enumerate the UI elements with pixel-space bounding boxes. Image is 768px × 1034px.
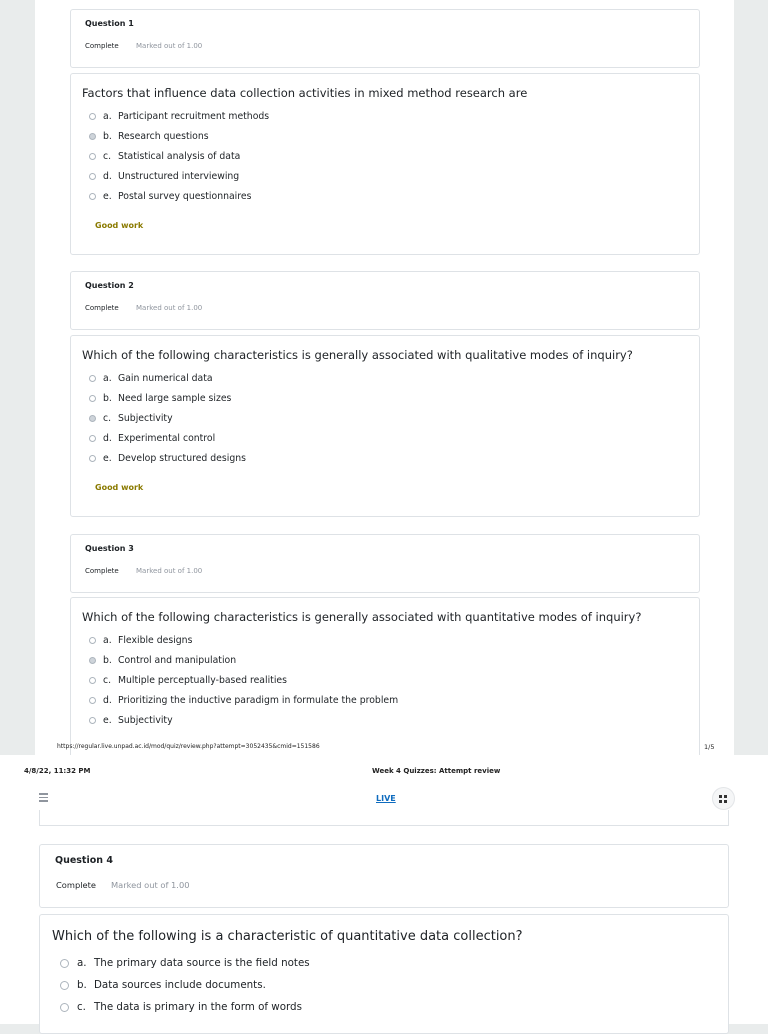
question-1-info: [70, 9, 700, 68]
question-4-content: [39, 914, 729, 1034]
feedback-text: Good work: [95, 483, 144, 492]
live-home-link[interactable]: LIVE: [376, 794, 396, 803]
print-page-number: 1/5: [704, 743, 715, 751]
question-state: Complete: [85, 567, 119, 575]
radio-button[interactable]: [89, 435, 96, 442]
question-1-content: [70, 73, 700, 255]
radio-button-selected[interactable]: [89, 133, 96, 140]
question-number: Question 1: [85, 19, 134, 28]
answer-option[interactable]: e. Postal survey questionnaires: [89, 191, 251, 202]
print-header-title: Week 4 Quizzes: Attempt review: [372, 767, 501, 775]
question-text: Which of the following is a characteristic of quantitative data collection?: [52, 929, 523, 944]
answer-option[interactable]: a. Participant recruitment methods: [89, 111, 269, 122]
question-4-info: [39, 844, 729, 908]
radio-button-selected[interactable]: [89, 415, 96, 422]
radio-button-selected[interactable]: [89, 657, 96, 664]
question-state: Complete: [56, 880, 96, 890]
answer-option[interactable]: a. Gain numerical data: [89, 373, 213, 384]
radio-button[interactable]: [89, 113, 96, 120]
print-footer-url: https://regular.live.unpad.ac.id/mod/quiz/review.php?attempt=3052435&cmid=151586: [57, 743, 320, 750]
answer-option[interactable]: d. Prioritizing the inductive paradigm in formulate the problem: [89, 695, 398, 706]
nav-drawer-edge: [39, 810, 729, 826]
grid-icon[interactable]: [712, 787, 735, 810]
radio-button[interactable]: [89, 637, 96, 644]
print-page-1: [35, 0, 734, 755]
answer-option[interactable]: c. Statistical analysis of data: [89, 151, 240, 162]
answer-option[interactable]: b. Need large sample sizes: [89, 393, 231, 404]
question-grade: Marked out of 1.00: [136, 567, 203, 575]
hamburger-icon[interactable]: [39, 793, 48, 802]
radio-button[interactable]: [89, 677, 96, 684]
question-state: Complete: [85, 304, 119, 312]
answer-option[interactable]: e. Subjectivity: [89, 715, 173, 726]
answer-option[interactable]: d. Unstructured interviewing: [89, 171, 239, 182]
radio-button[interactable]: [89, 193, 96, 200]
radio-button[interactable]: [89, 455, 96, 462]
feedback-text: Good work: [95, 221, 144, 230]
radio-button[interactable]: [89, 173, 96, 180]
radio-button[interactable]: [60, 1003, 69, 1012]
answer-option[interactable]: b. Control and manipulation: [89, 655, 236, 666]
question-3-info: [70, 534, 700, 593]
question-state: Complete: [85, 42, 119, 50]
question-text: Factors that influence data collection activities in mixed method research are: [82, 86, 528, 100]
answer-option[interactable]: a. Flexible designs: [89, 635, 192, 646]
answer-option[interactable]: e. Develop structured designs: [89, 453, 246, 464]
question-3-content: [70, 597, 700, 755]
radio-button[interactable]: [60, 981, 69, 990]
question-number: Question 3: [85, 544, 134, 553]
question-2-content: [70, 335, 700, 517]
answer-option[interactable]: c. The data is primary in the form of words: [60, 1001, 302, 1013]
question-grade: Marked out of 1.00: [111, 880, 190, 890]
question-text: Which of the following characteristics is generally associated with qualitative modes of inquiry?: [82, 348, 633, 362]
answer-option[interactable]: d. Experimental control: [89, 433, 215, 444]
radio-button[interactable]: [60, 959, 69, 968]
question-number: Question 4: [55, 855, 113, 866]
radio-button[interactable]: [89, 717, 96, 724]
answer-option[interactable]: c. Subjectivity: [89, 413, 173, 424]
answer-option[interactable]: a. The primary data source is the field notes: [60, 957, 310, 969]
answer-option[interactable]: b. Data sources include documents.: [60, 979, 266, 991]
radio-button[interactable]: [89, 395, 96, 402]
answer-option[interactable]: b. Research questions: [89, 131, 209, 142]
question-text: Which of the following characteristics is generally associated with quantitative modes of inquiry?: [82, 610, 642, 624]
print-header-datetime: 4/8/22, 11:32 PM: [24, 767, 91, 775]
answer-option[interactable]: c. Multiple perceptually-based realities: [89, 675, 287, 686]
question-grade: Marked out of 1.00: [136, 304, 203, 312]
question-number: Question 2: [85, 281, 134, 290]
radio-button[interactable]: [89, 697, 96, 704]
radio-button[interactable]: [89, 153, 96, 160]
question-grade: Marked out of 1.00: [136, 42, 203, 50]
radio-button[interactable]: [89, 375, 96, 382]
question-2-info: [70, 271, 700, 330]
